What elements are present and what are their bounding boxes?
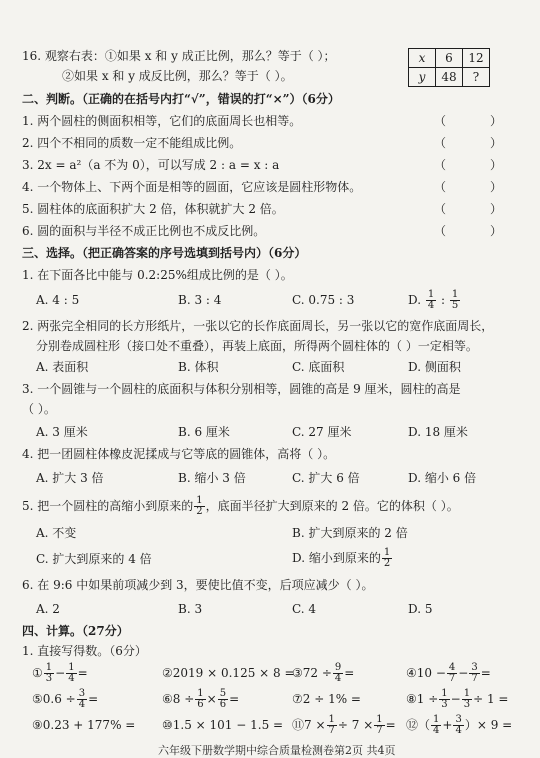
operator: −: [55, 666, 66, 680]
operator: −: [450, 692, 461, 706]
operator: −: [458, 666, 469, 680]
choice-q5-option-b[interactable]: B. 扩大到原来的 2 倍: [292, 526, 408, 540]
judge-item-3: 3. 2x = a²（a 不为 0），可以写成 2 : a = x : a: [22, 158, 280, 172]
denominator: 2: [196, 506, 203, 517]
numerator: 1: [427, 289, 435, 300]
choice-q6-option-c[interactable]: C. 4: [292, 602, 317, 616]
fraction: [450, 290, 460, 311]
q5-stem-part-2: ，底面半径扩大到原来的 2 倍。它的体积（ ）。: [205, 499, 459, 513]
fraction: [447, 663, 457, 684]
denominator: 5: [451, 300, 459, 311]
numerator: 1: [383, 547, 391, 558]
choice-q5-stem: [22, 492, 459, 520]
equals: =: [385, 718, 396, 732]
denominator: 4: [78, 699, 86, 710]
paren-right: ）: [490, 136, 503, 150]
choice-q6-option-b[interactable]: B. 3: [178, 602, 203, 616]
calc-item-2: ②2019 × 0.125 × 8 =: [162, 666, 295, 680]
judge-item-1: 1. 两个圆柱的侧面积相等，它们的底面周长也相等。: [22, 114, 302, 128]
y-value-2: ?: [463, 68, 490, 87]
judge-item-4: 4. 一个物体上、下两个面是相等的圆面，它应该是圆柱形物体。: [22, 180, 362, 194]
item-text: ③72 ÷: [292, 666, 332, 680]
numerator: 1: [196, 495, 203, 506]
choice-q2-stem-1: 2. 两张完全相同的长方形纸片，一张以它的长作底面周长，另一张以它的宽作底面周长，: [22, 319, 494, 333]
fraction: [374, 715, 384, 736]
paren-left: （: [434, 224, 447, 238]
equals: =: [88, 692, 99, 706]
choice-q5-option-a[interactable]: A. 不变: [36, 526, 77, 540]
paren-right: ）: [490, 158, 503, 172]
choice-q6-option-d[interactable]: D. 5: [408, 602, 433, 616]
item-text: ⑪7 ×: [292, 718, 326, 732]
judge-answer-5[interactable]: [434, 201, 502, 217]
numerator: 3: [471, 662, 478, 673]
denominator: 3: [441, 699, 448, 710]
numerator: 1: [68, 662, 75, 673]
x-value-1: 6: [436, 49, 463, 68]
operator: +: [442, 718, 453, 732]
fraction: [469, 663, 479, 684]
xy-table: [408, 48, 490, 87]
paren-right: ）: [490, 114, 503, 128]
choice-q1-option-a[interactable]: A. 4 : 5: [36, 293, 80, 307]
fraction: [431, 715, 441, 736]
numerator: 3: [78, 688, 86, 699]
paren-left: （: [434, 158, 447, 172]
calc-row-2: [22, 688, 522, 710]
denominator: 6: [219, 699, 227, 710]
denominator: 7: [448, 673, 456, 684]
numerator: 9: [334, 662, 342, 673]
choice-q3-option-b[interactable]: B. 6 厘米: [178, 425, 230, 439]
choice-q2-option-d[interactable]: D. 侧面积: [408, 360, 461, 374]
denominator: 4: [427, 300, 435, 311]
numerator: 1: [376, 714, 383, 725]
y-value-1: 48: [436, 68, 463, 87]
option-d-prefix: D.: [408, 293, 422, 307]
choice-q3-option-a[interactable]: A. 3 厘米: [36, 425, 88, 439]
fraction: [327, 715, 337, 736]
q16-line-2: ②如果 x 和 y 成反比例，那么？等于（ ）。: [62, 69, 293, 83]
item-text: ⑤0.6 ÷: [32, 692, 76, 706]
item-text: ⑧1 ÷: [406, 692, 439, 706]
paren-right: ）: [490, 202, 503, 216]
denominator: 7: [471, 673, 478, 684]
choice-title: 三、选择。（把正确答案的序号选填到括号内）（6分）: [22, 246, 307, 260]
x-value-2: 12: [463, 49, 490, 68]
operator: ÷ 7 ×: [337, 718, 374, 732]
choice-q6-option-a[interactable]: A. 2: [36, 602, 60, 616]
choice-q3-stem-2: （ ）。: [22, 402, 56, 416]
q5-stem-part-1: 5. 把一个圆柱的高缩小到原来的: [22, 499, 194, 513]
fraction: [77, 689, 87, 710]
paren-left: （: [434, 180, 447, 194]
item-text: ④10 −: [406, 666, 446, 680]
item-text: ⑫（: [406, 718, 431, 732]
ratio-sign: :: [441, 293, 446, 307]
numerator: 5: [219, 688, 227, 699]
fraction: [439, 689, 449, 710]
choice-q1-option-c[interactable]: C. 0.75 : 3: [292, 293, 355, 307]
choice-q3-option-d[interactable]: D. 18 厘米: [408, 425, 468, 439]
fraction: [218, 689, 228, 710]
judge-answer-6[interactable]: [434, 223, 502, 239]
choice-q4-option-d[interactable]: D. 缩小 6 倍: [408, 471, 477, 485]
paren-right: ）: [490, 224, 503, 238]
calc-item-8: [406, 688, 508, 710]
numerator: 4: [448, 662, 456, 673]
equals: ）× 9 =: [464, 718, 513, 732]
numerator: 1: [441, 688, 448, 699]
item-text: ⑥8 ÷: [162, 692, 195, 706]
calc-item-12: [406, 714, 512, 736]
denominator: 7: [376, 725, 383, 736]
calc-item-4: [406, 662, 491, 684]
choice-q2-option-a[interactable]: A. 表面积: [36, 360, 89, 374]
denominator: 3: [45, 673, 53, 684]
calc-item-5: [32, 688, 98, 710]
denominator: 3: [463, 699, 471, 710]
choice-q6-stem: 6. 在 9:6 中如果前项减少到 3，要使比值不变，后项应减少（ ）。: [22, 578, 374, 592]
judge-item-2: 2. 四个不相同的质数一定不能组成比例。: [22, 136, 242, 150]
numerator: 1: [197, 688, 204, 699]
choice-q5-option-d[interactable]: [292, 544, 393, 572]
calc-title: 四、计算。（27分）: [22, 624, 129, 638]
fraction: [426, 290, 436, 311]
choice-q4-stem: 4. 把一团圆柱体橡皮泥揉成与它等底的圆锥体，高将（ ）。: [22, 447, 336, 461]
choice-q2-option-c[interactable]: C. 底面积: [292, 360, 345, 374]
operator: ×: [206, 692, 217, 706]
denominator: 4: [433, 725, 440, 736]
denominator: 4: [334, 673, 342, 684]
equals: =: [229, 692, 240, 706]
numerator: 1: [45, 662, 53, 673]
choice-q1-option-b[interactable]: B. 3 : 4: [178, 293, 222, 307]
item-label: ①: [32, 666, 43, 680]
equals: =: [480, 666, 491, 680]
equals: =: [344, 666, 355, 680]
page-footer: 六年级下册数学期中综合质量检测卷第2页 共4页: [158, 744, 396, 757]
x-label: x: [409, 49, 436, 68]
equals: =: [77, 666, 88, 680]
judge-answer-3[interactable]: [434, 157, 502, 173]
numerator: 1: [463, 688, 471, 699]
fraction: [462, 689, 472, 710]
fraction: [195, 689, 205, 710]
q16-line-1: 16. 观察右表：①如果 x 和 y 成正比例，那么？等于（ ）；: [22, 49, 336, 63]
denominator: 2: [383, 558, 391, 569]
choice-q2-stem-2: 分别卷成圆柱形（接口处不重叠），再装上底面，所得两个圆柱体的（ ）一定相等。: [36, 339, 478, 353]
calc-item-9: ⑨0.23 + 177% =: [32, 718, 136, 732]
fraction: [66, 663, 76, 684]
paren-left: （: [434, 114, 447, 128]
choice-q3-option-c[interactable]: C. 27 厘米: [292, 425, 352, 439]
fraction: [382, 548, 392, 569]
choice-q4-option-b[interactable]: B. 缩小 3 倍: [178, 471, 246, 485]
paren-left: （: [434, 202, 447, 216]
judge-item-6: 6. 圆的面积与半径不成正比例也不成反比例。: [22, 224, 266, 238]
calc-item-7: ⑦2 ÷ 1% =: [292, 692, 361, 706]
denominator: 6: [197, 699, 204, 710]
choice-q1-stem: 1. 在下面各比中能与 0.2:25%组成比例的是（ ）。: [22, 268, 293, 282]
numerator: 3: [455, 714, 462, 725]
option-d-text: D. 缩小到原来的: [292, 551, 381, 565]
calc-row-3: [22, 714, 522, 736]
choice-q1-option-d[interactable]: [408, 286, 461, 314]
equals: ÷ 1 =: [473, 692, 509, 706]
calc-item-6: [162, 688, 239, 710]
calc-item-3: [292, 662, 354, 684]
calc-item-1: [32, 662, 88, 684]
choice-q2-option-b[interactable]: B. 体积: [178, 360, 219, 374]
numerator: 1: [328, 714, 335, 725]
numerator: 1: [433, 714, 440, 725]
choice-q4-option-c[interactable]: C. 扩大 6 倍: [292, 471, 360, 485]
judge-answer-2[interactable]: [434, 135, 502, 151]
paren-right: ）: [490, 180, 503, 194]
fraction: [333, 663, 343, 684]
denominator: 4: [68, 673, 75, 684]
judge-item-5: 5. 圆柱体的底面积扩大 2 倍，体积就扩大 2 倍。: [22, 202, 284, 216]
choice-q4-option-a[interactable]: A. 扩大 3 倍: [36, 471, 104, 485]
judge-answer-1[interactable]: [434, 113, 502, 129]
choice-q3-stem-1: 3. 一个圆锥与一个圆柱的底面积与体积分别相等，圆锥的高是 9 厘米，圆柱的高是: [22, 382, 461, 396]
judge-answer-4[interactable]: [434, 179, 502, 195]
calc-item-11: [292, 714, 396, 736]
numerator: 1: [451, 289, 459, 300]
calc-item-10: ⑩1.5 × 101 − 1.5 =: [162, 718, 284, 732]
paren-left: （: [434, 136, 447, 150]
calc-subtitle: 1. 直接写得数。（6分）: [22, 644, 147, 658]
calc-row-1: [22, 662, 522, 684]
choice-q5-option-c[interactable]: C. 扩大到原来的 4 倍: [36, 552, 152, 566]
denominator: 4: [455, 725, 462, 736]
fraction: [194, 496, 204, 517]
fraction: [453, 715, 463, 736]
judge-title: 二、判断。（正确的在括号内打“√”，错误的打“×”）（6分）: [22, 92, 340, 106]
fraction: [44, 663, 54, 684]
denominator: 7: [328, 725, 335, 736]
y-label: y: [409, 68, 436, 87]
